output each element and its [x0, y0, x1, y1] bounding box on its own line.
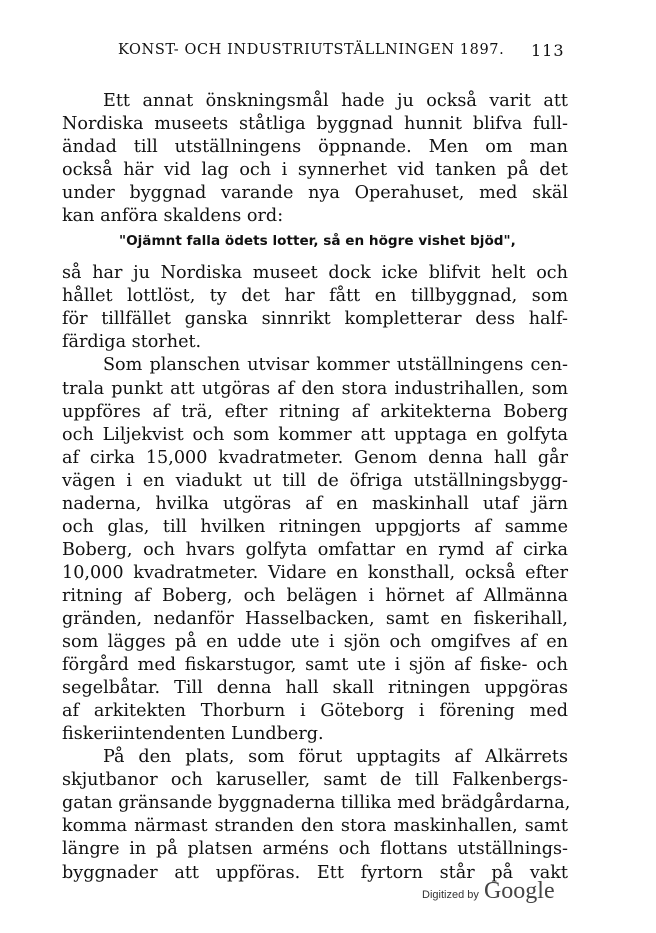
text-line: Ett annat önskningsmål hade ju också varit att	[103, 91, 568, 111]
text-line: komma närmast stranden den stora maskinhallen, samt	[62, 816, 568, 837]
text-line: af arkitekten Thorburn i Göteborg i förening med	[62, 701, 568, 722]
text-line: också här vid lag och i synnerhet vid tanken på det	[62, 160, 568, 181]
text-line: segelbåtar. Till denna hall skall ritningen uppgöras	[62, 678, 568, 699]
text-line: af cirka 15,000 kvadratmeter. Genom denna hall går	[62, 447, 568, 468]
text-line: På den plats, som förut upptagits af Alkärrets	[103, 747, 568, 768]
text-line: kan anföra skaldens ord:	[62, 206, 284, 227]
text-line: under byggnad varande nya Operahuset, med skäl	[62, 183, 568, 204]
page-body	[62, 90, 571, 885]
google-wordmark: Google	[483, 878, 555, 904]
text-line: byggnader att uppföras. Ett fyrtorn står på vakt	[62, 862, 568, 883]
text-line: färdiga storhet.	[62, 332, 202, 353]
text-line: hållet lottlöst, ty det har fått en tillbyggnad, som	[62, 286, 568, 307]
text-line: naderna, hvilka utgöras af en maskinhall utaf järn	[62, 493, 568, 514]
text-line: gränden, nedanför Hasselbacken, samt en fiskerihall,	[62, 608, 568, 629]
text-line: längre in på platsen arméns och flottans utställnings-	[62, 839, 568, 860]
text-line: Nordiska museets ståtliga byggnad hunnit blifva full-	[62, 114, 568, 135]
text-line: trala punkt att utgöras af den stora industrihallen, som	[62, 378, 568, 399]
text-line: ritning af Boberg, och belägen i hörnet af Allmänna	[62, 585, 568, 606]
text-line: Boberg, och hvars golfyta omfattar en rymd af cirka	[62, 539, 568, 560]
digitized-by-label: Digitized by	[422, 889, 479, 901]
digitization-watermark	[422, 878, 555, 905]
text-line: skjutbanor och karuseller, samt de till Falkenbergs-	[62, 770, 568, 791]
text-line: gatan gränsande byggnaderna tillika med brädgårdarna,	[62, 793, 571, 814]
poem-quote: "Ojämnt falla ödets lotter, så en högre vishet bjöd",	[119, 233, 516, 250]
text-line: förgård med fiskarstugor, samt ute i sjön af fiske- och	[62, 655, 568, 676]
text-line: vägen i en viadukt ut till de öfriga utställningsbygg-	[62, 470, 568, 491]
page-number: 113	[531, 41, 565, 60]
text-line: fiskeriintendenten Lundberg.	[62, 724, 324, 745]
running-title: KONST- OCH INDUSTRIUTSTÄLLNINGEN 1897.	[118, 42, 505, 58]
running-header	[0, 42, 656, 66]
text-line: Som planschen utvisar kommer utställningens cen-	[103, 355, 568, 376]
text-line: och Liljekvist och som kommer att upptaga en golfyta	[62, 424, 568, 445]
text-line: så har ju Nordiska museet dock icke blifvit helt och	[62, 263, 568, 284]
text-line: och glas, till hvilken ritningen uppgjorts af samme	[62, 516, 568, 537]
text-line: uppföres af trä, efter ritning af arkitekterna Boberg	[62, 401, 568, 422]
text-line: för tillfället ganska sinnrikt kompletterar dess half-	[62, 309, 568, 330]
text-line: ändad till utställningens öppnande. Men om man	[62, 137, 568, 158]
text-line: som lägges på en udde ute i sjön och omgifves af en	[62, 632, 568, 653]
text-line: 10,000 kvadratmeter. Vidare en konsthall, också efter	[62, 562, 568, 583]
